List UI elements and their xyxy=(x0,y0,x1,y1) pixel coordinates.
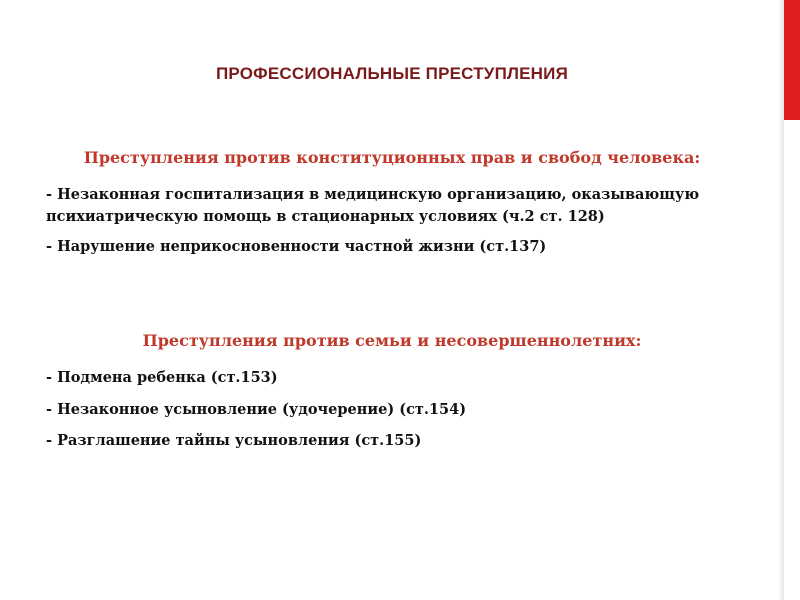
list-item: - Незаконная госпитализация в медицинскую организацию, оказывающую психиатрическую помощь в стационарных условиях (ч.2 ст. 128) xyxy=(46,186,700,225)
section-heading-family-minors: Преступления против семьи и несовершеннолетних: xyxy=(142,331,642,350)
list-item: - Разглашение тайны усыновления (ст.155) xyxy=(46,432,422,449)
section-heading-constitutional-rights: Преступления против конституционных прав и свобод человека: xyxy=(83,148,701,167)
list-item: - Незаконное усыновление (удочерение) (ст.154) xyxy=(46,401,467,418)
slide-title: ПРОФЕССИОНАЛЬНЫЕ ПРЕСТУПЛЕНИЯ xyxy=(215,64,568,83)
list-item: - Подмена ребенка (ст.153) xyxy=(46,369,278,386)
accent-bar xyxy=(784,0,800,120)
list-item: - Нарушение неприкосновенности частной жизни (ст.137) xyxy=(46,238,547,255)
